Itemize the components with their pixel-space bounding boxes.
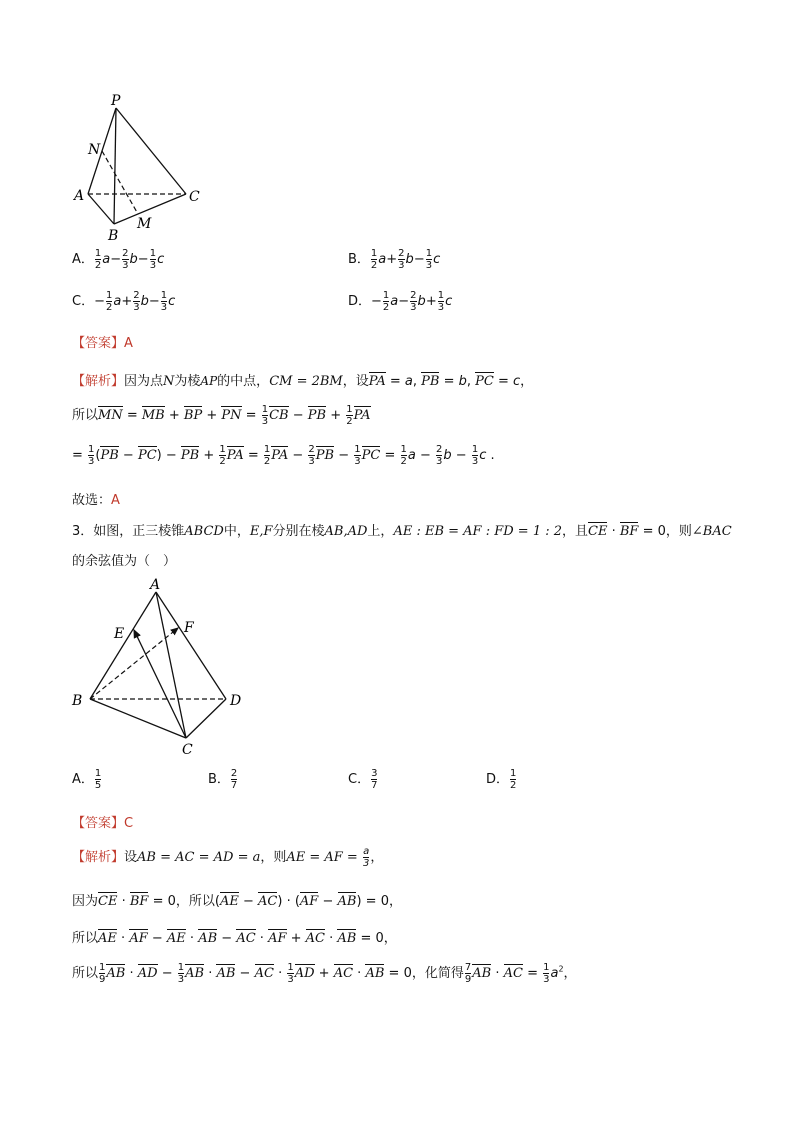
label-c: C (189, 189, 200, 205)
problem3-stem-line2: 的余弦值为（ ） (72, 554, 177, 569)
problem3-option-2[interactable]: C． $\frac{3}{7}$ (348, 768, 378, 791)
problem3-analysis-line2: 因为CE · BF = 0，所以(AE − AC) · (AF − AB) = 0， (72, 894, 402, 909)
label-a3: A (150, 578, 161, 593)
problem2-option-1[interactable]: B． $\frac{1}{2}$ a+ $\frac{2}{3}$ b− $\frac{1}{3}$ c (348, 248, 441, 271)
tetrahedron-figure-abcd (66, 578, 256, 760)
label-a: A (74, 188, 85, 204)
problem3-stem-line1: 3．如图，正三棱锥ABCD中，E,F分别在棱AB,AD上，AE : EB = AF : FD = 1 : 2，且CE · BF = 0，则∠BAC (72, 524, 732, 539)
label-e: E (114, 626, 125, 642)
problem2-option-2[interactable]: C．− $\frac{1}{2}$ a+ $\frac{2}{3}$ b− $\frac{1}{3}$ c (72, 290, 176, 313)
problem2-option-3[interactable]: D．− $\frac{1}{2}$ a− $\frac{2}{3}$ b+ $\frac{1}{3}$ c (348, 290, 453, 313)
label-f: F (184, 620, 194, 636)
problem3-analysis-line3: 所以AE · AF − AE · AB − AC · AF + AC · AB = 0， (72, 931, 397, 946)
problem2-analysis-line3: = $\frac{1}{3}$ (PB − PC) − PB + $\frac{1}{2}$ PA = $\frac{1}{2}$ PA − $\frac{2}{3}$ PB − $\frac{1}{3}$ PC = $\frac{1}{2}$ a − $\frac{2}{3}$ b − $\frac{1}{3}$ c . (72, 444, 495, 467)
problem3-analysis-line4: 所以 $\frac{1}{9}$ AB · AD − $\frac{1}{3}$ AB · AB − AC · $\frac{1}{3}$ AD + AC · AB = 0，化简得 $\frac{7}{9}$ AB · AC = $\frac{1}{3}$ $a^2$， (72, 962, 577, 985)
problem2-choice-line: 故选：A (72, 493, 120, 508)
analysis-tag: 【解析】 (72, 374, 125, 389)
problem2-option-0[interactable]: A． $\frac{1}{2}$ a− $\frac{2}{3}$ b− $\frac{1}{3}$ c (72, 248, 165, 271)
label-p: P (111, 93, 121, 109)
problem3-answer-line: 【答案】C (72, 816, 134, 831)
problem3-option-1[interactable]: B． $\frac{2}{7}$ (208, 768, 238, 791)
tetrahedron-figure-pabc (60, 90, 220, 245)
problem2-analysis-line1: 【解析】因为点N为棱AP的中点，CM = 2BM，设PA = a, PB = b, PC = c， (72, 374, 534, 389)
problem2-analysis-line2: 所以MN = MB + BP + PN = $\frac{1}{3}$ CB − PB + $\frac{1}{2}$ PA (72, 404, 371, 427)
label-d3: D (230, 693, 242, 709)
answer-value: A (124, 336, 133, 351)
label-b: B (108, 228, 119, 244)
label-n: N (88, 142, 101, 158)
problem3-analysis-line1: 【解析】设AB = AC = AD = a，则AE = AF = $\frac{a}{3}$ ， (72, 846, 384, 869)
label-m: M (137, 216, 152, 232)
problem3-option-3[interactable]: D． $\frac{1}{2}$ (486, 768, 517, 791)
problem2-answer-line (72, 332, 133, 351)
problem3-option-0[interactable]: A． $\frac{1}{5}$ (72, 768, 102, 791)
label-c3: C (182, 742, 193, 758)
label-b3: B (72, 693, 83, 709)
answer-tag: 【答案】 (72, 336, 125, 351)
